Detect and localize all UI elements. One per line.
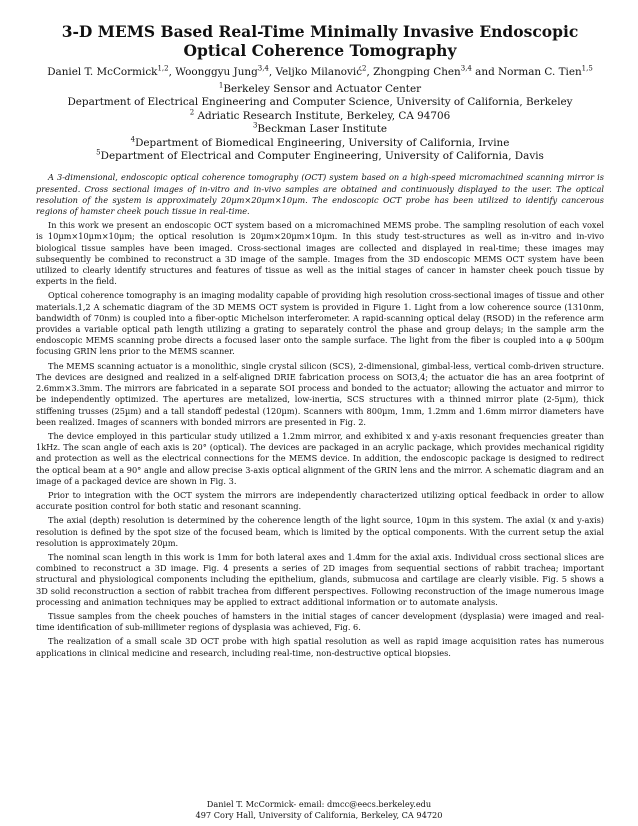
abstract: A 3-dimensional, endoscopic optical coherence tomography (OCT) system based on a high-speed micromachined scanning mirror is presented. Cross sectional images of in-vitro and in-vivo samples are obtained and continuously displayed to the user. The optical resolution of the system is approximately 20µm×20µm×10µm. The endoscopic OCT probe has been utilized to identify cancerous regions of hamster cheek pouch tissue in real-time. — [36, 172, 604, 217]
contact-footer — [0, 799, 638, 821]
affiliation: $^2$ Adriatic Research Institute, Berkeley, CA 94706 — [189, 108, 451, 122]
author: Woonggyu Jung$^{3,4}$, — [175, 64, 276, 78]
affiliation-list — [36, 83, 604, 163]
paper-title: 3-D MEMS Based Real-Time Minimally Invasive Endoscopic Optical Coherence Tomography — [61, 22, 579, 60]
affiliation: $^5$Department of Electrical and Computer Engineering, University of California, Davis — [96, 148, 544, 163]
affiliation: $^1$Berkeley Sensor and Actuator Center — [218, 81, 422, 95]
footer-address-line: 497 Cory Hall, University of California, Berkeley, CA 94720 — [195, 810, 443, 820]
affiliation: $^3$Beckman Laser Institute — [252, 121, 388, 136]
body-paragraph: The axial (depth) resolution is determined by the coherence length of the light source, 10µm in this system. The axial (x and y-axis) resolution is defined by the spot size of the focused beam, which is limited by the optical components. With the current setup the axial resolution is approximately 20µm. — [36, 515, 604, 548]
body-paragraph: In this work we present an endoscopic OCT system based on a micromachined MEMS probe. The sampling resolution of each voxel is 10µm×10µm×10µm; the optical resolution is 20µm×20µm×10µm. In this study test-structures as well as in-vitro and in-vivo biological tissue samples have been imaged. Cross-sectional images are collected and displayed in real-time; these images may subsequently be combined to reconstruct a 3D image of the sample. Images from the 3D endoscopic MEMS OCT system have been utilized to clearly identify structures and features of tissue as well as the initial stages of cancer in hamster cheek pouch tissue by experts in the field. — [36, 220, 604, 287]
footer-email-line: Daniel T. McCormick- email: dmcc@eecs.berkeley.edu — [206, 799, 432, 809]
author: Daniel T. McCormick$^{1,2}$, — [47, 64, 176, 78]
author-list — [36, 65, 604, 79]
affiliation: $^4$Department of Biomedical Engineering, University of California, Irvine — [130, 135, 510, 149]
body-paragraph: The device employed in this particular study utilized a 1.2mm mirror, and exhibited x and y-axis resonant frequencies greater than 1kHz. The scan angle of each axis is 20° (optical). The devices are packaged in an acrylic package, which provides mechanical rigidity and protection as well as the electrical connections for the MEMS device. In addition, the endoscopic package is designed to redirect the optical beam at a 90° angle and allow precise 3-axis optical alignment of the GRIN lens and the mirror. A schematic diagram and an image of a packaged device are shown in Fig. 3. — [36, 430, 604, 486]
affiliation: Department of Electrical Engineering and Computer Science, University of California, Berkeley — [67, 96, 573, 109]
body-paragraph: Tissue samples from the cheek pouches of hamsters in the initial stages of cancer development (dysplasia) were imaged and real-time identification of sub-millimeter regions of dysplasia was achieved, Fig. 6. — [36, 610, 604, 633]
body-paragraph: The nominal scan length in this work is 1mm for both lateral axes and 1.4mm for the axial axis. Individual cross sectional slices are combined to reconstruct a 3D image. Fig. 4 presents a series of 2D images from sequential sections of rabbit trachea; important structural and physiological components including the epithelium, glands, submucosa and cartilage are clearly visible. Fig. 5 shows a 3D solid reconstruction a section of rabbit trachea from different perspectives. Following reconstruction of the image numerous image processing and animation techniques may be applied to extract additional information or to automate analysis. — [36, 551, 604, 607]
body-paragraph: The realization of a small scale 3D OCT probe with high spatial resolution as well as rapid image acquisition rates has numerous applications in clinical medicine and research, including real-time, non-destructive optical biopsies. — [36, 636, 604, 658]
paper-page — [36, 22, 604, 659]
author: Zhongping Chen$^{3,4}$ and — [373, 64, 499, 78]
author: Norman C. Tien$^{1,5}$ — [498, 64, 593, 78]
body-paragraph: Optical coherence tomography is an imaging modality capable of providing high resolution cross-sectional images of tissue and other materials.1,2 A schematic diagram of the 3D MEMS OCT system is provided in Figure 1. Light from a low coherence source (1310nm, bandwidth of 70nm) is coupled into a fiber-optic Michelson interferometer. A rapid-scanning optical delay (RSOD) in the reference arm provides a variable optical path length utilizing a grating to separately control the phase and group delays; in the sample arm the endoscopic MEMS scanning probe directs a focused laser onto the sample surface. The light from the fiber is coupled into a φ 500µm focusing GRIN lens prior to the MEMS scanner. — [36, 290, 604, 357]
body-paragraph: Prior to integration with the OCT system the mirrors are independently characterized utilizing optical feedback in order to allow accurate position control for both static and resonant scanning. — [36, 489, 604, 512]
author: Veljko Milanović$^2$, — [275, 64, 374, 78]
body-paragraph: The MEMS scanning actuator is a monolithic, single crystal silicon (SCS), 2-dimensional, gimbal-less, vertical comb-driven structure. The devices are designed and realized in a self-aligned DRIE fabrication process on SOI3,4; the actuator die has an area footprint of 2.6mm×3.3mm. The mirrors are fabricated in a separate SOI process and bonded to the actuator; allowing the actuator and mirror to be independently optimized. The apertures are metalized, low-inertia, SCS structures with a thinned mirror plate (2-5µm), thick stiffening trusses (25µm) and a tall standoff pedestal (120µm). Scanners with 800µm, 1mm, 1.2mm and 1.6mm mirror diameters have been realized. Images of scanners with bonded mirrors are presented in Fig. 2. — [36, 360, 604, 427]
